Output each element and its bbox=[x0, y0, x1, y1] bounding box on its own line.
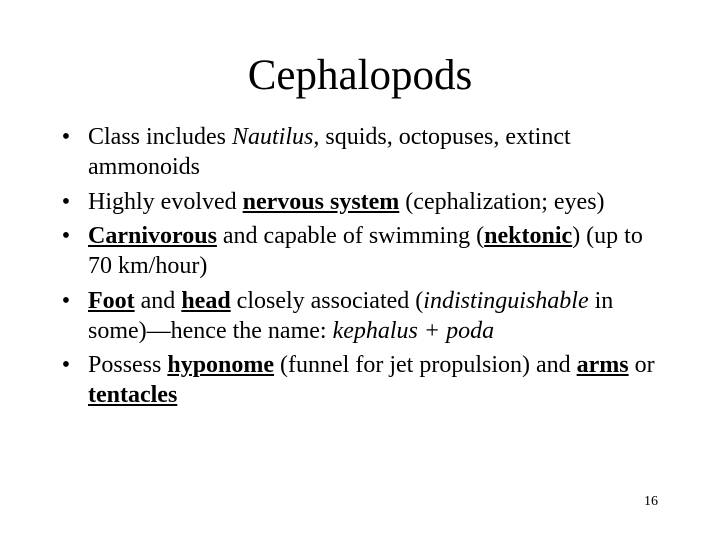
text: (funnel for jet propulsion) and bbox=[274, 352, 577, 378]
italic-text: Nautilus bbox=[232, 124, 314, 150]
text: Highly evolved bbox=[88, 188, 243, 215]
key-term: Carnivorous bbox=[88, 223, 217, 249]
bullet-icon: • bbox=[61, 287, 71, 314]
text: and bbox=[134, 287, 182, 314]
text: or bbox=[628, 352, 655, 378]
key-term: tentacles bbox=[88, 382, 178, 408]
text: Class includes bbox=[88, 124, 232, 150]
text: closely associated ( bbox=[230, 287, 424, 314]
bullet-item-foot-head bbox=[56, 286, 666, 346]
bullet-item-hyponome bbox=[56, 350, 666, 410]
bullet-icon: • bbox=[61, 124, 71, 150]
bullet-icon: • bbox=[61, 352, 71, 378]
text: Possess bbox=[88, 352, 168, 378]
slide-title: Cephalopods bbox=[247, 52, 473, 99]
key-term: arms bbox=[576, 352, 629, 378]
bullet-list bbox=[56, 122, 666, 415]
key-term: nektonic bbox=[484, 223, 573, 249]
key-term: head bbox=[181, 287, 231, 314]
bullet-item-carnivorous bbox=[56, 221, 666, 281]
key-term: nervous system bbox=[242, 188, 400, 215]
text: ) (up to 70 km/hour) bbox=[88, 223, 643, 279]
text: and capable of swimming ( bbox=[216, 223, 485, 249]
text: (cephalization; eyes) bbox=[399, 188, 605, 215]
text: in some)—hence the name: bbox=[88, 287, 614, 344]
key-term: hyponome bbox=[167, 352, 275, 378]
italic-text: kephalus + poda bbox=[332, 317, 495, 344]
bullet-icon: • bbox=[61, 223, 71, 249]
bullet-item-class bbox=[56, 122, 666, 182]
text: , squids, octopuses, extinct ammonoids bbox=[88, 124, 571, 180]
bullet-icon: • bbox=[61, 188, 71, 215]
bullet-item-nervous-system bbox=[56, 187, 666, 217]
page-number: 16 bbox=[644, 494, 658, 509]
italic-text: indistinguishable bbox=[423, 287, 589, 314]
key-term: Foot bbox=[88, 287, 135, 314]
